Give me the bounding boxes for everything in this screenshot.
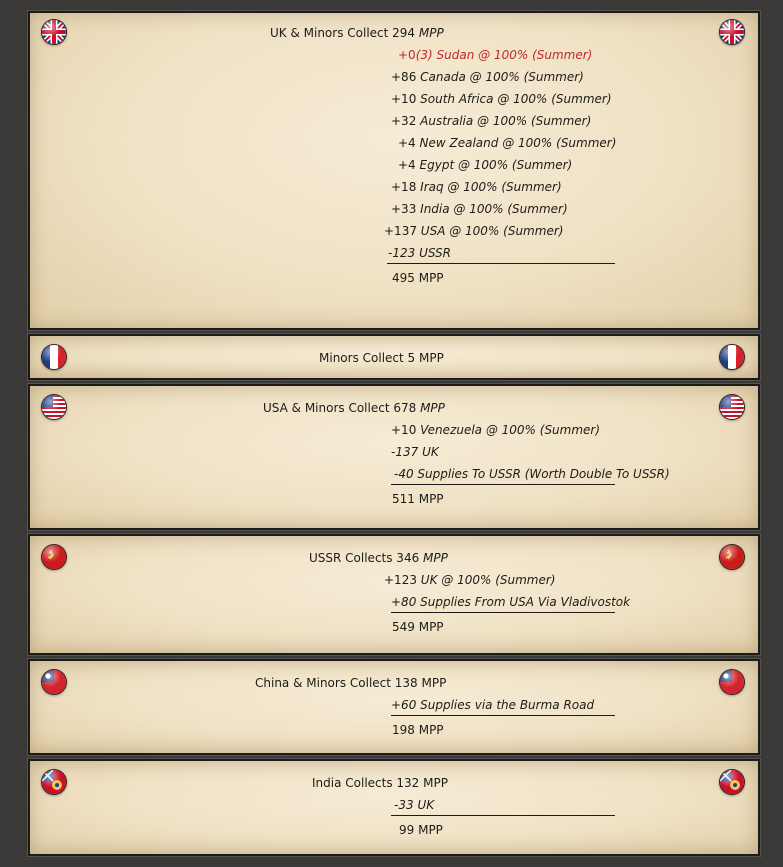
usa-income-panel	[28, 384, 760, 530]
income-line: +137 USA @ 100% (Summer)	[384, 224, 564, 238]
income-line: +4 Egypt @ 100% (Summer)	[398, 158, 573, 172]
france-income-panel	[28, 334, 760, 380]
ussr-income-panel	[28, 534, 760, 655]
uk-flag-icon	[720, 20, 744, 44]
uk-income-panel	[28, 11, 760, 330]
sum-rule	[391, 815, 615, 816]
france-flag-icon	[720, 345, 744, 369]
income-line: +10 Venezuela @ 100% (Summer)	[391, 423, 601, 437]
france-flag-icon	[42, 345, 66, 369]
income-line: +86 Canada @ 100% (Summer)	[391, 70, 584, 84]
panel-title: India Collects 132 MPP	[312, 776, 448, 790]
deduction-line: -123 USSR	[388, 246, 451, 260]
income-line: +33 India @ 100% (Summer)	[391, 202, 568, 216]
uk-flag-icon	[42, 20, 66, 44]
ussr-flag-icon	[720, 545, 744, 569]
sum-rule	[391, 484, 615, 485]
total-line: 198 MPP	[392, 723, 444, 737]
total-line: 99 MPP	[399, 823, 443, 837]
usa-flag-icon	[720, 395, 744, 419]
deduction-line: -33 UK	[394, 798, 435, 812]
income-line: +0(3) Sudan @ 100% (Summer)	[398, 48, 593, 62]
income-line: +80 Supplies From USA Via Vladivostok	[391, 595, 631, 609]
china-income-panel	[28, 659, 760, 755]
total-line: 549 MPP	[392, 620, 444, 634]
panel-title: USA & Minors Collect 678 MPP	[263, 401, 445, 415]
income-line: +10 South Africa @ 100% (Summer)	[391, 92, 612, 106]
china-flag-icon	[42, 670, 66, 694]
india-income-panel	[28, 759, 760, 856]
deduction-line: -137 UK	[391, 445, 439, 459]
income-line: +32 Australia @ 100% (Summer)	[391, 114, 592, 128]
sum-rule	[391, 715, 615, 716]
panel-title: China & Minors Collect 138 MPP	[255, 676, 447, 690]
income-line: +4 New Zealand @ 100% (Summer)	[398, 136, 617, 150]
sum-rule	[391, 612, 615, 613]
india-flag-icon	[720, 770, 744, 794]
income-line: +60 Supplies via the Burma Road	[391, 698, 595, 712]
total-line: 495 MPP	[392, 271, 444, 285]
sum-rule	[387, 263, 615, 264]
china-flag-icon	[720, 670, 744, 694]
income-line: +18 Iraq @ 100% (Summer)	[391, 180, 562, 194]
panel-title: Minors Collect 5 MPP	[319, 351, 444, 365]
usa-flag-icon	[42, 395, 66, 419]
ussr-flag-icon	[42, 545, 66, 569]
panel-title: UK & Minors Collect 294 MPP	[270, 26, 444, 40]
india-flag-icon	[42, 770, 66, 794]
income-line: +123 UK @ 100% (Summer)	[384, 573, 556, 587]
panel-title: USSR Collects 346 MPP	[309, 551, 448, 565]
deduction-line: -40 Supplies To USSR (Worth Double To USSR)	[394, 467, 670, 481]
total-line: 511 MPP	[392, 492, 444, 506]
